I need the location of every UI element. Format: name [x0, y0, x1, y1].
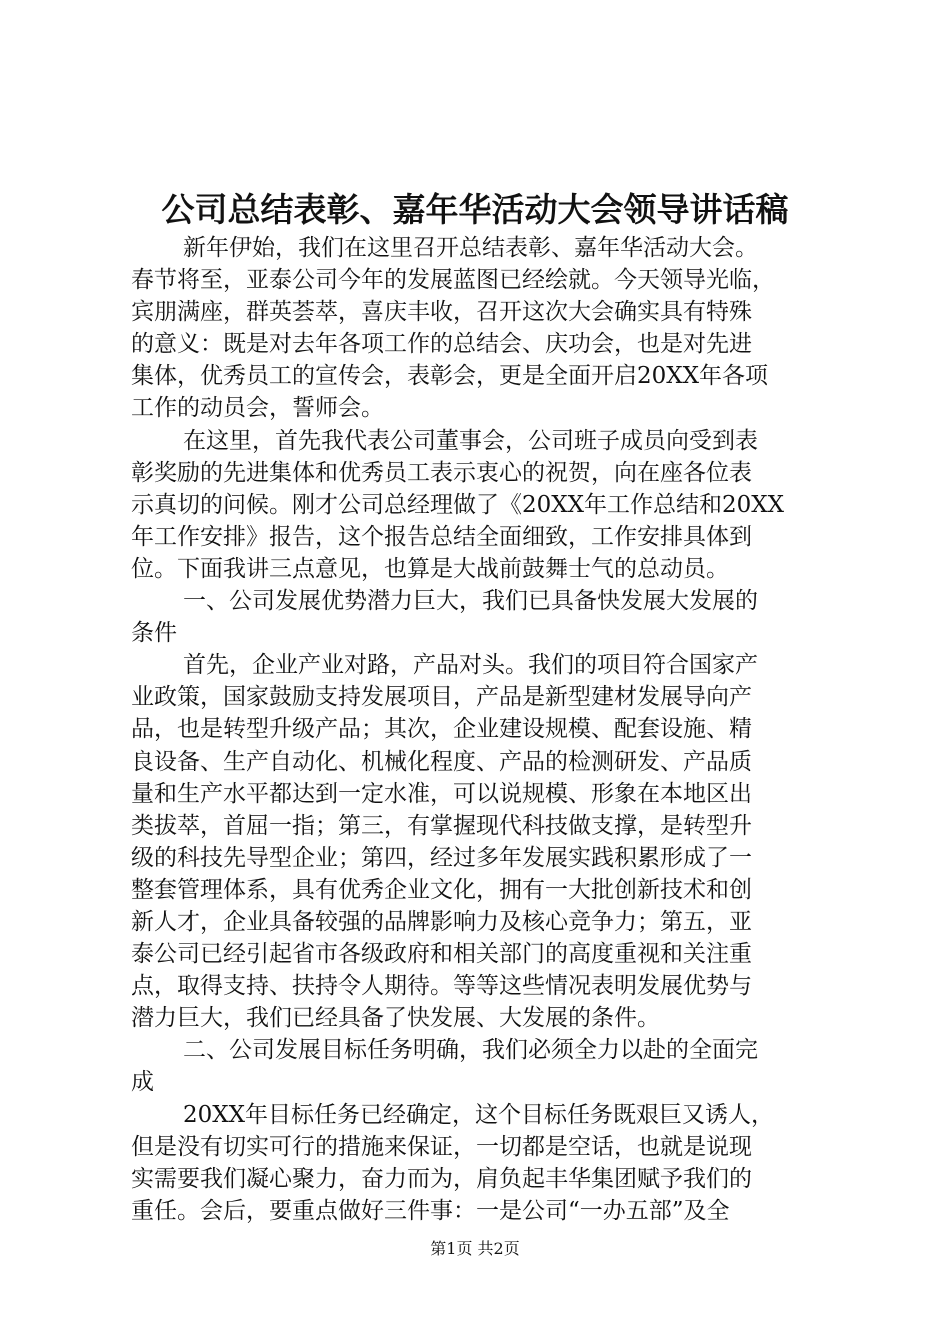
text-line: 在这里，首先我代表公司董事会，公司班子成员向受到表 [183, 427, 758, 454]
text-line: 彰奖励的先进集体和优秀员工表示衷心的祝贺，向在座各位表 [131, 459, 752, 486]
text-line: 重任。会后，要重点做好三件事：一是公司“一办五部”及全 [131, 1197, 730, 1224]
text-line: 年工作安排》报告，这个报告总结全面细致，工作安排具体到 [131, 523, 752, 550]
text-line: 量和生产水平都达到一定水准，可以说规模、形象在本地区出 [131, 780, 752, 807]
section-heading-2-cont: 成 [131, 1069, 154, 1096]
section-heading-2: 二、公司发展目标任务明确，我们必须全力以赴的全面完 [183, 1037, 758, 1064]
text-line: 示真切的问候。刚才公司总经理做了《20XX年工作总结和20XX [131, 491, 785, 518]
text-line: 品，也是转型升级产品；其次，企业建设规模、配套设施、精 [131, 716, 752, 743]
text-line: 集体，优秀员工的宣传会，表彰会，更是全面开启20XX年各项 [131, 363, 769, 390]
text-line: 潜力巨大，我们已经具备了快发展、大发展的条件。 [131, 1005, 660, 1032]
text-line: 整套管理体系，具有优秀企业文化，拥有一大批创新技术和创 [131, 876, 752, 903]
text-line: 春节将至，亚泰公司今年的发展蓝图已经绘就。今天领导光临， [131, 267, 775, 294]
text-line: 20XX年目标任务已经确定，这个目标任务既艰巨又诱人， [183, 1101, 775, 1128]
text-line: 宾朋满座，群英荟萃，喜庆丰收，召开这次大会确实具有特殊 [131, 299, 752, 326]
text-line: 点，取得支持、扶持令人期待。等等这些情况表明发展优势与 [131, 973, 752, 1000]
text-line: 首先，企业产业对路，产品对头。我们的项目符合国家产 [183, 652, 758, 679]
text-line: 泰公司已经引起省市各级政府和相关部门的高度重视和关注重 [131, 941, 752, 968]
text-line: 级的科技先导型企业；第四，经过多年发展实践积累形成了一 [131, 844, 752, 871]
document-body [131, 232, 831, 1227]
text-line: 良设备、生产自动化、机械化程度、产品的检测研发、产品质 [131, 748, 752, 775]
text-line: 工作的动员会，誓师会。 [131, 395, 384, 422]
page-number: 第1页 共2页 [430, 1239, 520, 1258]
text-line: 但是没有切实可行的措施来保证，一切都是空话，也就是说现 [131, 1133, 752, 1160]
text-line: 的意义：既是对去年各项工作的总结会、庆功会，也是对先进 [131, 331, 752, 358]
text-line: 位。下面我讲三点意见，也算是大战前鼓舞士气的总动员。 [131, 555, 729, 582]
section-heading-1-cont: 条件 [131, 620, 177, 647]
document-title: 公司总结表彰、嘉年华活动大会领导讲话稿 [161, 190, 789, 229]
text-line: 业政策，国家鼓励支持发展项目，产品是新型建材发展导向产 [131, 684, 752, 711]
text-line: 实需要我们凝心聚力，奋力而为，肩负起丰华集团赋予我们的 [131, 1165, 752, 1192]
text-line: 新年伊始，我们在这里召开总结表彰、嘉年华活动大会。 [183, 235, 758, 261]
section-heading-1: 一、公司发展优势潜力巨大，我们已具备快发展大发展的 [183, 588, 758, 615]
text-line: 类拔萃，首屈一指；第三，有掌握现代科技做支撑，是转型升 [131, 812, 752, 839]
text-line: 新人才，企业具备较强的品牌影响力及核心竞争力；第五，亚 [131, 908, 752, 935]
